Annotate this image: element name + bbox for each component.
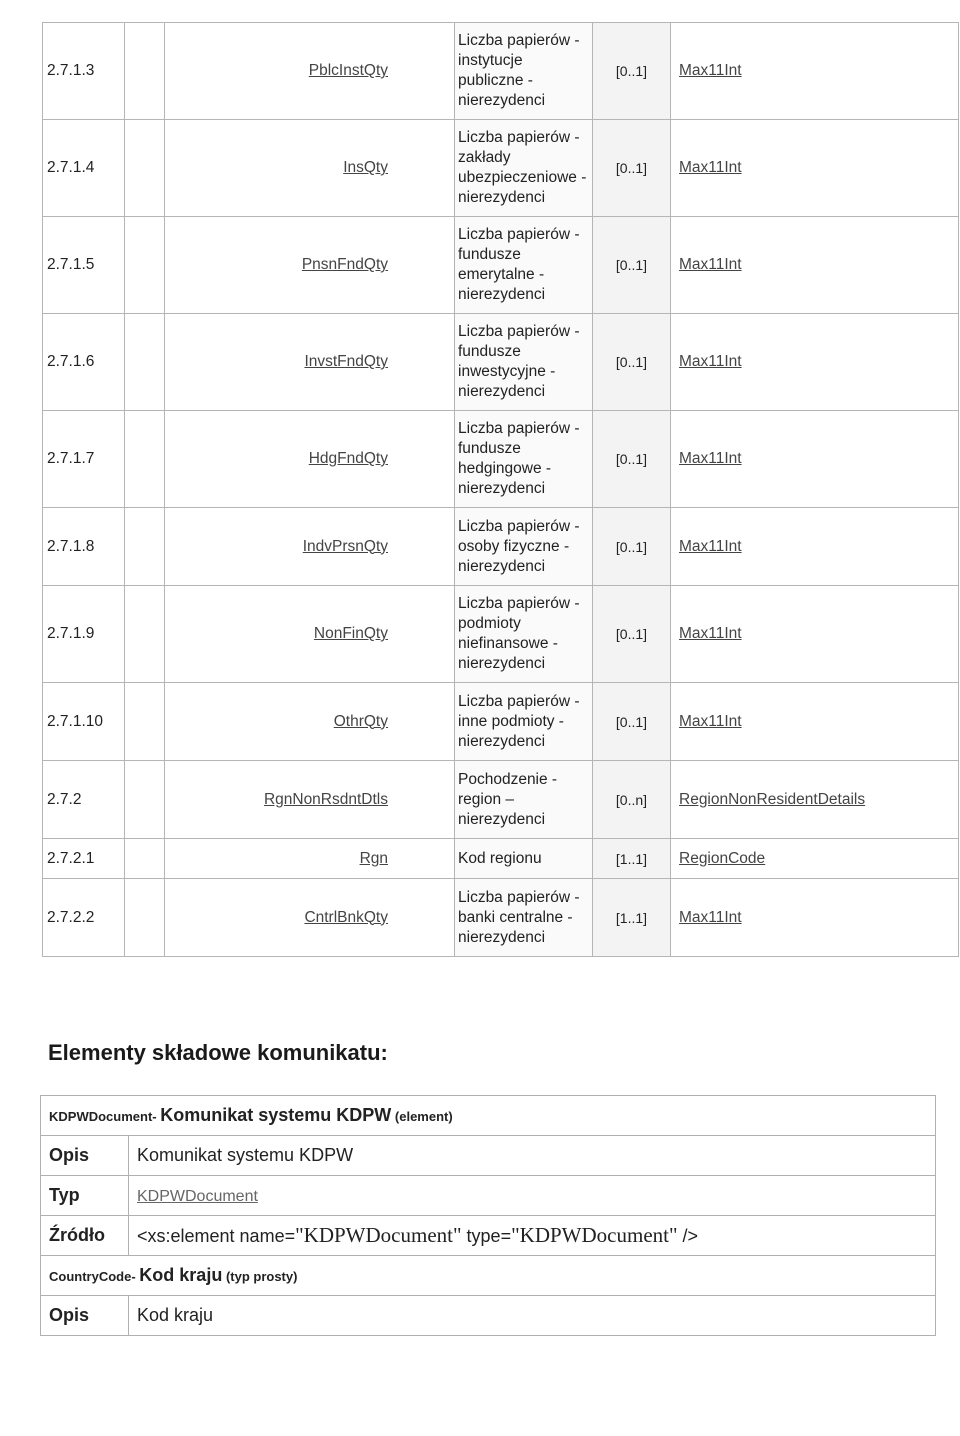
- kdpw-document-header: [41, 1096, 936, 1136]
- field-multiplicity-cell: [593, 23, 671, 120]
- indent-spacer-cell: [125, 217, 165, 314]
- field-description-cell: [455, 120, 593, 217]
- field-row: [43, 508, 959, 586]
- field-number-cell: [43, 683, 125, 761]
- field-type[interactable]: RegionCode: [679, 849, 766, 867]
- typ-link[interactable]: KDPWDocument: [137, 1188, 258, 1205]
- field-number: 2.7.1.5: [47, 256, 95, 273]
- field-multiplicity-cell: [593, 217, 671, 314]
- field-row: [43, 23, 959, 120]
- field-row: [43, 411, 959, 508]
- field-number-cell: [43, 314, 125, 411]
- element-title: Kod kraju: [139, 1265, 223, 1285]
- field-number-cell: [43, 761, 125, 839]
- field-tag[interactable]: RgnNonRsdntDtls: [263, 790, 388, 808]
- field-row: [43, 879, 959, 957]
- field-description-cell: [455, 314, 593, 411]
- element-name: KDPWDocument-: [49, 1109, 157, 1124]
- field-type[interactable]: Max11Int: [679, 256, 742, 273]
- zrodlo-label: Źródło: [41, 1216, 129, 1256]
- field-type[interactable]: Max11Int: [679, 62, 742, 79]
- field-type-cell: [671, 586, 959, 683]
- indent-spacer-cell: [125, 508, 165, 586]
- field-multiplicity: [0..1]: [615, 257, 648, 273]
- field-multiplicity: [0..1]: [615, 626, 648, 642]
- field-type-cell: [671, 761, 959, 839]
- field-type[interactable]: Max11Int: [679, 159, 742, 176]
- field-multiplicity-cell: [593, 508, 671, 586]
- field-type-cell: [671, 120, 959, 217]
- indent-spacer-cell: [125, 23, 165, 120]
- field-row: [43, 120, 959, 217]
- field-description: Liczba papierów - fundusze emerytalne - nierezydenci: [458, 226, 580, 303]
- field-description-cell: [455, 586, 593, 683]
- field-row: [43, 586, 959, 683]
- field-description: Pochodzenie - region – nierezydenci: [458, 770, 558, 828]
- field-description-cell: [455, 839, 593, 879]
- field-type[interactable]: RegionNonResidentDetails: [679, 790, 866, 808]
- country-code-header-row: [41, 1256, 936, 1296]
- field-tag-cell: [165, 217, 455, 314]
- field-number: 2.7.2.2: [47, 908, 95, 926]
- field-number: 2.7.2: [47, 790, 82, 808]
- field-number: 2.7.1.3: [47, 62, 95, 79]
- field-type-cell: [671, 683, 959, 761]
- zrodlo-value: <xs:element name="KDPWDocument" type="KDPWDocument" />: [129, 1216, 936, 1256]
- field-multiplicity-cell: [593, 586, 671, 683]
- field-tag-cell: [165, 23, 455, 120]
- field-number: 2.7.1.7: [47, 450, 95, 467]
- field-number-cell: [43, 217, 125, 314]
- field-description: Liczba papierów - osoby fizyczne - nierezydenci: [458, 517, 580, 575]
- field-tag[interactable]: PblcInstQty: [308, 62, 388, 79]
- opis-value: Komunikat systemu KDPW: [129, 1136, 936, 1176]
- field-type-cell: [671, 411, 959, 508]
- opis-label: Opis: [41, 1136, 129, 1176]
- indent-spacer-cell: [125, 120, 165, 217]
- field-number-cell: [43, 839, 125, 879]
- field-number-cell: [43, 508, 125, 586]
- field-type-cell: [671, 23, 959, 120]
- field-description: Kod regionu: [458, 849, 542, 867]
- field-multiplicity-cell: [593, 839, 671, 879]
- field-type[interactable]: Max11Int: [679, 712, 742, 730]
- field-multiplicity: [0..1]: [615, 451, 648, 467]
- kdpw-opis-row: [41, 1136, 936, 1176]
- field-multiplicity-cell: [593, 879, 671, 957]
- indent-spacer-cell: [125, 586, 165, 683]
- field-tag[interactable]: NonFinQty: [313, 625, 388, 642]
- field-row: [43, 314, 959, 411]
- opis-label: Opis: [41, 1296, 129, 1336]
- field-multiplicity-cell: [593, 120, 671, 217]
- field-tag-cell: [165, 120, 455, 217]
- field-tag[interactable]: OthrQty: [333, 712, 388, 730]
- components-table: [40, 1095, 936, 1336]
- field-tag[interactable]: IndvPrsnQty: [302, 537, 388, 555]
- field-tag[interactable]: CntrlBnkQty: [304, 908, 388, 926]
- field-multiplicity-cell: [593, 314, 671, 411]
- field-description: Liczba papierów - fundusze inwestycyjne - nierezydenci: [458, 323, 580, 400]
- field-multiplicity: [0..1]: [615, 160, 648, 176]
- field-tag-cell: [165, 508, 455, 586]
- element-kind: (element): [394, 1109, 453, 1124]
- field-multiplicity-cell: [593, 761, 671, 839]
- field-tag[interactable]: InsQty: [343, 159, 388, 176]
- field-description: Liczba papierów - banki centralne - nierezydenci: [458, 888, 580, 946]
- field-row: [43, 761, 959, 839]
- field-type[interactable]: Max11Int: [679, 625, 742, 642]
- indent-spacer-cell: [125, 879, 165, 957]
- field-multiplicity: [0..n]: [615, 791, 648, 808]
- field-tag-cell: [165, 761, 455, 839]
- field-description: Liczba papierów - zakłady ubezpieczeniowe - nierezydenci: [458, 129, 587, 206]
- field-multiplicity: [0..1]: [615, 713, 648, 730]
- field-description: Liczba papierów - fundusze hedgingowe - nierezydenci: [458, 420, 580, 497]
- field-multiplicity: [0..1]: [615, 63, 648, 79]
- indent-spacer-cell: [125, 683, 165, 761]
- field-multiplicity: [1..1]: [615, 909, 648, 926]
- field-tag[interactable]: InvstFndQty: [304, 353, 388, 370]
- opis-value: Kod kraju: [129, 1296, 936, 1336]
- field-number: 2.7.1.10: [47, 712, 104, 730]
- field-tag[interactable]: HdgFndQty: [308, 450, 388, 467]
- field-type-cell: [671, 217, 959, 314]
- field-number: 2.7.1.4: [47, 159, 95, 176]
- field-description-cell: [455, 23, 593, 120]
- field-description-cell: [455, 508, 593, 586]
- field-multiplicity-cell: [593, 683, 671, 761]
- country-code-opis-row: [41, 1296, 936, 1336]
- country-code-header: [41, 1256, 936, 1296]
- field-type-cell: [671, 879, 959, 957]
- field-description-cell: [455, 761, 593, 839]
- field-description: Liczba papierów - instytucje publiczne - nierezydenci: [458, 32, 580, 109]
- section-heading: Elementy składowe komunikatu:: [48, 1040, 388, 1065]
- field-number-cell: [43, 586, 125, 683]
- field-number-cell: [43, 23, 125, 120]
- field-number: 2.7.1.6: [47, 353, 95, 370]
- kdpw-typ-row: [41, 1176, 936, 1216]
- field-multiplicity: [1..1]: [615, 850, 648, 867]
- field-type[interactable]: Max11Int: [679, 908, 742, 926]
- field-type-cell: [671, 508, 959, 586]
- kdpw-zrodlo-row: [41, 1216, 936, 1256]
- element-kind: (typ prosty): [225, 1269, 298, 1284]
- field-number-cell: [43, 120, 125, 217]
- field-type-cell: [671, 839, 959, 879]
- field-description: Liczba papierów - podmioty niefinansowe - nierezydenci: [458, 595, 580, 672]
- field-number-cell: [43, 411, 125, 508]
- field-number: 2.7.2.1: [47, 849, 95, 867]
- field-type[interactable]: Max11Int: [679, 353, 742, 370]
- field-row: [43, 839, 959, 879]
- field-description: Liczba papierów - inne podmioty - nierezydenci: [458, 692, 580, 750]
- fields-table: [42, 22, 959, 957]
- field-tag-cell: [165, 411, 455, 508]
- field-tag[interactable]: PnsnFndQty: [301, 256, 388, 273]
- field-number: 2.7.1.9: [47, 625, 95, 642]
- field-type[interactable]: Max11Int: [679, 450, 742, 467]
- kdpw-document-header-row: [41, 1096, 936, 1136]
- field-row: [43, 217, 959, 314]
- field-multiplicity-cell: [593, 411, 671, 508]
- field-multiplicity: [0..1]: [615, 354, 648, 370]
- field-description-cell: [455, 879, 593, 957]
- field-number-cell: [43, 879, 125, 957]
- field-multiplicity: [0..1]: [615, 538, 648, 555]
- field-tag-cell: [165, 586, 455, 683]
- field-type-cell: [671, 314, 959, 411]
- field-description-cell: [455, 683, 593, 761]
- field-tag-cell: [165, 879, 455, 957]
- field-description-cell: [455, 217, 593, 314]
- field-description-cell: [455, 411, 593, 508]
- element-title: Komunikat systemu KDPW: [160, 1105, 392, 1125]
- field-tag[interactable]: Rgn: [359, 849, 388, 867]
- indent-spacer-cell: [125, 314, 165, 411]
- indent-spacer-cell: [125, 839, 165, 879]
- field-number: 2.7.1.8: [47, 537, 95, 555]
- field-tag-cell: [165, 683, 455, 761]
- typ-label: Typ: [41, 1176, 129, 1216]
- indent-spacer-cell: [125, 411, 165, 508]
- field-type[interactable]: Max11Int: [679, 537, 742, 555]
- field-tag-cell: [165, 839, 455, 879]
- field-tag-cell: [165, 314, 455, 411]
- field-row: [43, 683, 959, 761]
- element-name: CountryCode-: [49, 1269, 136, 1284]
- indent-spacer-cell: [125, 761, 165, 839]
